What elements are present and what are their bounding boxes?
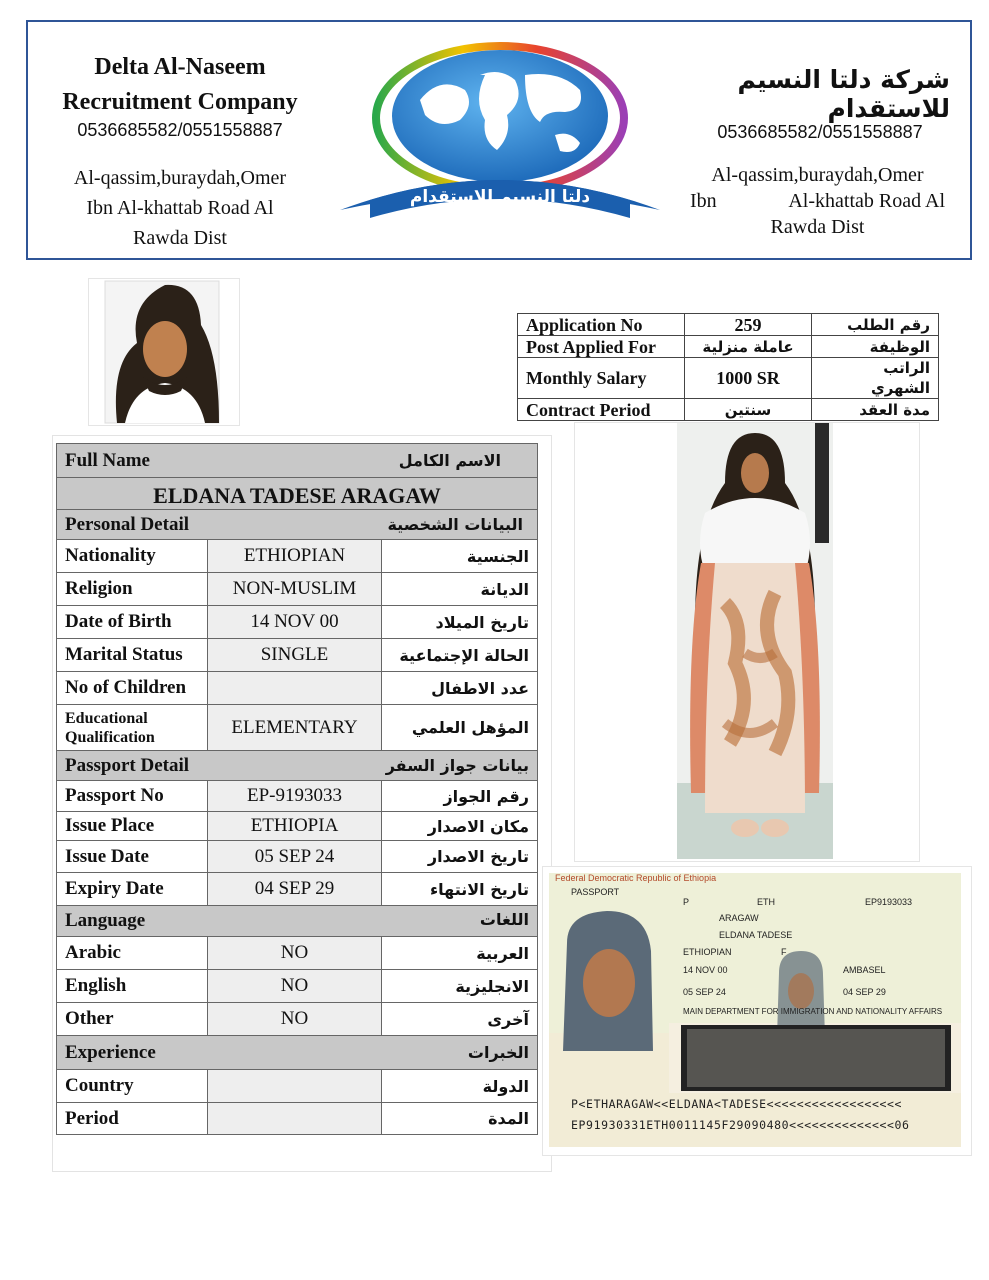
applicant-portrait-photo bbox=[88, 278, 240, 426]
language-section bbox=[57, 906, 538, 937]
passport-scan bbox=[542, 866, 972, 1156]
company-name-ar: شركة دلتا النسيم للاستقدام bbox=[737, 65, 950, 123]
language-title-ar: اللغات bbox=[479, 910, 529, 929]
country-label-ar: الدولة bbox=[382, 1070, 538, 1103]
experience-title-ar: الخبرات bbox=[467, 1043, 529, 1062]
education-label: Educational Qualification bbox=[57, 705, 208, 751]
monthly-salary-label-ar: الراتب الشهري bbox=[812, 358, 939, 399]
full-name-row bbox=[57, 478, 538, 510]
table-row bbox=[57, 1103, 538, 1135]
personal-detail-title-ar: البيانات الشخصية bbox=[387, 515, 523, 534]
language-title: Language bbox=[65, 910, 146, 931]
other-language-value: NO bbox=[208, 1003, 382, 1036]
monthly-salary-value: 1000 SR bbox=[685, 358, 812, 399]
company-phone-ar: 0536685582/0551558887 bbox=[717, 122, 923, 142]
table-row bbox=[57, 937, 538, 970]
other-language-label-ar: آخرى bbox=[382, 1003, 538, 1036]
table-row bbox=[518, 314, 939, 336]
application-summary-table bbox=[517, 313, 939, 421]
table-row bbox=[57, 672, 538, 705]
expiry-date-label: Expiry Date bbox=[57, 873, 208, 906]
table-row bbox=[57, 540, 538, 573]
passport-dob: 14 NOV 00 bbox=[683, 965, 728, 975]
application-no-label-ar: رقم الطلب bbox=[812, 314, 939, 336]
table-row bbox=[57, 1070, 538, 1103]
other-language-label: Other bbox=[57, 1003, 208, 1036]
passport-place-of-birth: AMBASEL bbox=[843, 965, 886, 975]
applicant-detail-table bbox=[56, 443, 538, 1135]
period-value bbox=[208, 1103, 382, 1135]
education-label-ar: المؤهل العلمي bbox=[382, 705, 538, 751]
arabic-label: Arabic bbox=[57, 937, 208, 970]
marital-status-value: SINGLE bbox=[208, 639, 382, 672]
religion-label-ar: الديانة bbox=[382, 573, 538, 606]
english-label: English bbox=[57, 970, 208, 1003]
post-applied-label: Post Applied For bbox=[518, 336, 685, 358]
nationality-value: ETHIOPIAN bbox=[208, 540, 382, 573]
table-row bbox=[57, 812, 538, 841]
passport-issue-date: 05 SEP 24 bbox=[683, 987, 726, 997]
applicant-full-body-photo bbox=[574, 422, 920, 862]
country-value bbox=[208, 1070, 382, 1103]
passport-surname: ARAGAW bbox=[719, 913, 759, 923]
religion-value: NON-MUSLIM bbox=[208, 573, 382, 606]
passport-given-name: ELDANA TADESE bbox=[719, 930, 793, 940]
table-row bbox=[57, 841, 538, 873]
contract-period-value: سنتين bbox=[685, 399, 812, 421]
passport-sex: F bbox=[781, 947, 787, 957]
arabic-label-ar: العربية bbox=[382, 937, 538, 970]
passport-number: EP9193033 bbox=[865, 897, 913, 907]
contract-period-label: Contract Period bbox=[518, 399, 685, 421]
full-name-value: ELDANA TADESE ARAGAW bbox=[57, 478, 538, 510]
expiry-date-label-ar: تاريخ الانتهاء bbox=[382, 873, 538, 906]
expiry-date-value: 04 SEP 29 bbox=[208, 873, 382, 906]
education-value: ELEMENTARY bbox=[208, 705, 382, 751]
marital-status-label-ar: الحالة الإجتماعية bbox=[382, 639, 538, 672]
experience-section bbox=[57, 1036, 538, 1070]
table-row bbox=[518, 399, 939, 421]
issue-place-label: Issue Place bbox=[57, 812, 208, 841]
passport-mrz-line-1: P<ETHARAGAW<<ELDANA<TADESE<<<<<<<<<<<<<<<<<< bbox=[571, 1097, 903, 1111]
full-name-label-ar: الاسم الكامل bbox=[398, 451, 501, 470]
passport-mrz-line-2: EP91930331ETH0011145F29090480<<<<<<<<<<<<<<06 bbox=[571, 1118, 910, 1132]
passport-no-label-ar: رقم الجواز bbox=[382, 781, 538, 812]
company-name-en: Delta Al-Naseem Recruitment Company bbox=[62, 54, 298, 115]
arabic-value: NO bbox=[208, 937, 382, 970]
date-of-birth-value: 14 NOV 00 bbox=[208, 606, 382, 639]
svg-text:دلتا النسيم للإستقدام: دلتا النسيم للإستقدام bbox=[409, 187, 591, 207]
issue-date-value: 05 SEP 24 bbox=[208, 841, 382, 873]
contract-period-label-ar: مدة العقد bbox=[812, 399, 939, 421]
passport-detail-title-ar: بيانات جواز السفر bbox=[385, 756, 529, 775]
passport-authority: MAIN DEPARTMENT FOR IMMIGRATION AND NATIONALITY AFFAIRS bbox=[683, 1007, 943, 1016]
company-logo bbox=[330, 30, 670, 230]
table-row bbox=[518, 358, 939, 399]
children-value bbox=[208, 672, 382, 705]
country-label: Country bbox=[57, 1070, 208, 1103]
children-label-ar: عدد الاطفال bbox=[382, 672, 538, 705]
nationality-label: Nationality bbox=[57, 540, 208, 573]
personal-detail-title: Personal Detail bbox=[65, 513, 190, 535]
table-row bbox=[57, 606, 538, 639]
marital-status-label: Marital Status bbox=[57, 639, 208, 672]
passport-barcode bbox=[681, 1025, 951, 1091]
monthly-salary-label: Monthly Salary bbox=[518, 358, 685, 399]
passport-country-header: Federal Democratic Republic of Ethiopia bbox=[555, 873, 717, 883]
passport-detail-section bbox=[57, 751, 538, 781]
company-address-en: Al-qassim,buraydah,Omer Ibn Al-khattab Road Al Rawda Dist bbox=[73, 167, 287, 249]
period-label-ar: المدة bbox=[382, 1103, 538, 1135]
application-no-label: Application No bbox=[518, 314, 685, 336]
english-label-ar: الانجليزية bbox=[382, 970, 538, 1003]
passport-type-label: PASSPORT bbox=[571, 887, 620, 897]
company-address-ar: Al-qassim,buraydah,Omer Ibn Al-khattab Road Al Rawda Dist bbox=[690, 164, 945, 238]
issue-place-label-ar: مكان الاصدار bbox=[382, 812, 538, 841]
passport-nationality: ETHIOPIAN bbox=[683, 947, 732, 957]
passport-no-label: Passport No bbox=[57, 781, 208, 812]
application-no-value: 259 bbox=[685, 314, 812, 336]
issue-date-label-ar: تاريخ الاصدار bbox=[382, 841, 538, 873]
religion-label: Religion bbox=[57, 573, 208, 606]
post-applied-label-ar: الوظيفة bbox=[812, 336, 939, 358]
table-row bbox=[57, 573, 538, 606]
issue-date-label: Issue Date bbox=[57, 841, 208, 873]
experience-title: Experience bbox=[65, 1041, 156, 1063]
table-row bbox=[518, 336, 939, 358]
date-of-birth-label-ar: تاريخ الميلاد bbox=[382, 606, 538, 639]
personal-detail-section bbox=[57, 510, 538, 540]
date-of-birth-label: Date of Birth bbox=[57, 606, 208, 639]
passport-no-value: EP-9193033 bbox=[208, 781, 382, 812]
table-row bbox=[57, 639, 538, 672]
passport-detail-title: Passport Detail bbox=[65, 754, 190, 776]
table-row bbox=[57, 1003, 538, 1036]
table-row bbox=[57, 873, 538, 906]
issue-place-value: ETHIOPIA bbox=[208, 812, 382, 841]
full-name-label: Full Name bbox=[65, 449, 150, 471]
passport-country-code: ETH bbox=[757, 897, 775, 907]
children-label: No of Children bbox=[57, 672, 208, 705]
company-phone-en: 0536685582/0551558887 bbox=[77, 120, 283, 140]
nationality-label-ar: الجنسية bbox=[382, 540, 538, 573]
passport-expiry-date: 04 SEP 29 bbox=[843, 987, 886, 997]
period-label: Period bbox=[57, 1103, 208, 1135]
table-row bbox=[57, 705, 538, 751]
passport-type: P bbox=[683, 897, 690, 907]
english-value: NO bbox=[208, 970, 382, 1003]
table-row bbox=[57, 781, 538, 812]
full-name-section bbox=[57, 444, 538, 478]
table-row bbox=[57, 970, 538, 1003]
post-applied-value: عاملة منزلية bbox=[685, 336, 812, 358]
